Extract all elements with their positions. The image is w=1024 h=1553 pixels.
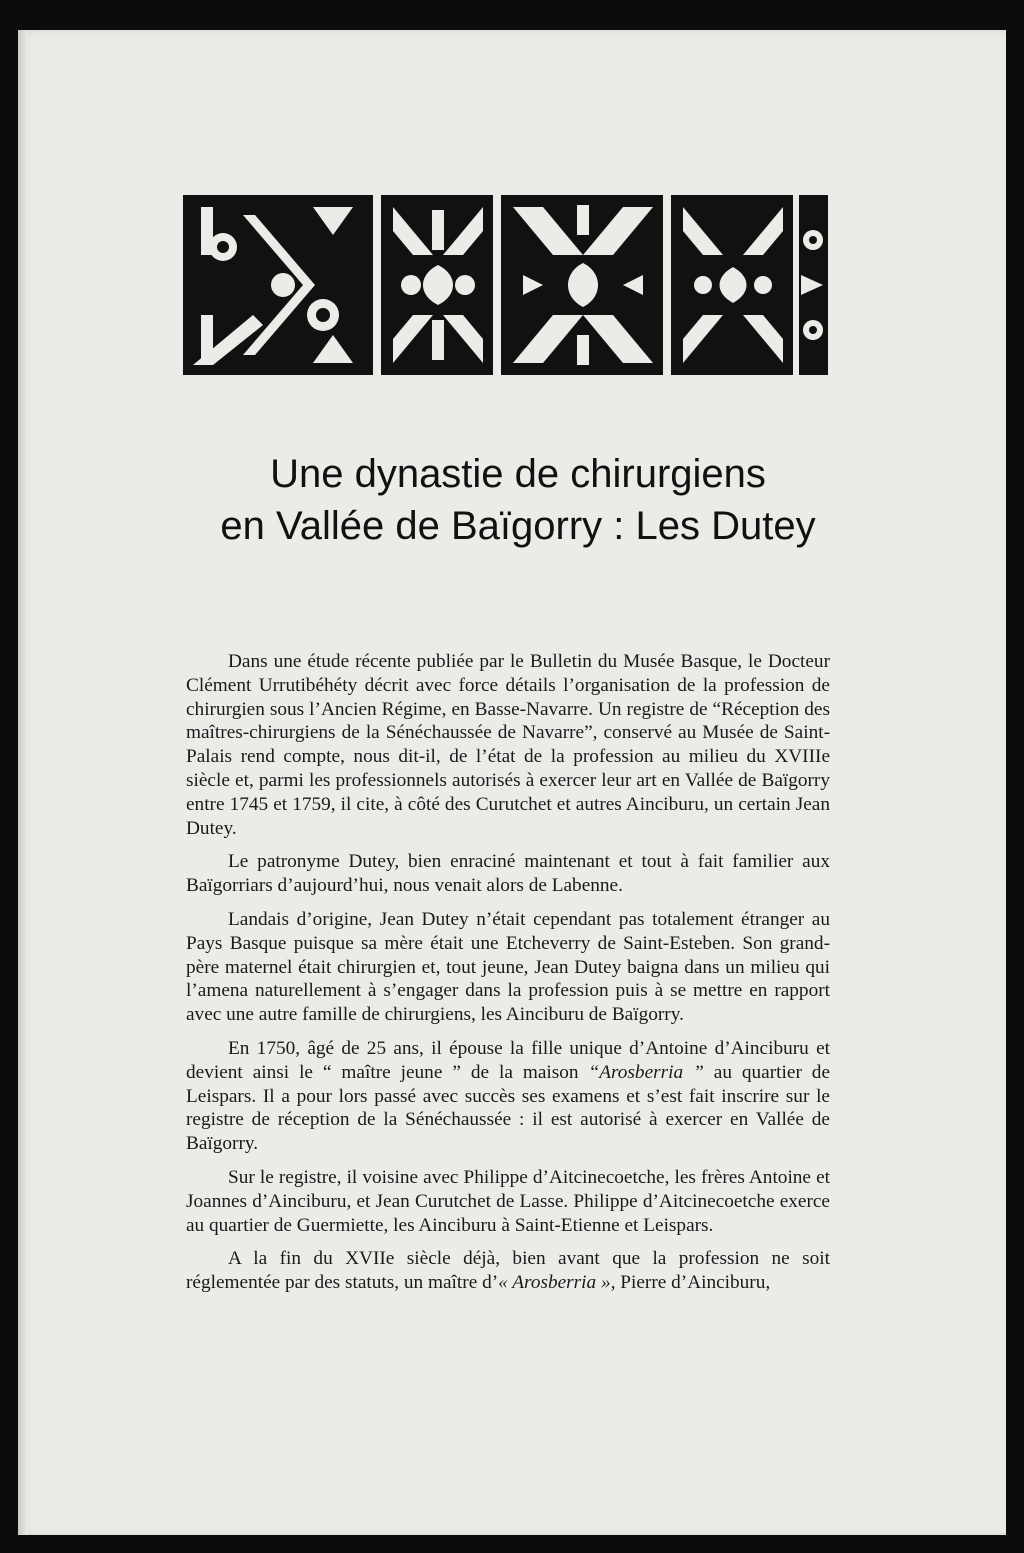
title-line-1: Une dynastie de chirurgiens (270, 452, 766, 496)
paragraph-4-house-name: “Arosberria ” (588, 1061, 704, 1083)
paragraph-1: Dans une étude récente publiée par le Bulletin du Musée Basque, le Docteur Clément Urrutibéhéty décrit avec force détails l’organisation de la profession de chirurgien sous l’Ancien Régime, en Basse-Navarre. Un registre de “Réception des maîtres-chirurgiens de la Sénéchaussée de Navarre”, conservé au Musée de Saint-Palais rend compte, nous dit-il, de l’état de la profession au milieu du XVIIIe siècle et, parmi les professionnels autorisés à exercer leur art en Vallée de Baïgorry entre 1745 et 1759, il cite, à côté des Curutchet et autres Ainciburu, un certain Jean Dutey. (186, 651, 830, 839)
ornament-frieze (183, 195, 828, 375)
page-gutter-shadow (18, 30, 28, 1535)
paragraph-6-house-name: « Arosberria », (498, 1272, 616, 1294)
book-page (18, 30, 1006, 1535)
paragraph-6 (186, 1247, 830, 1295)
paragraph-4-text-a: En 1750, âgé de 25 ans, il épouse la fille unique d’Antoine d’Ainciburu et devient ainsi le “ maître jeune ” de la maison (186, 1037, 830, 1083)
paragraph-3: Landais d’origine, Jean Dutey n’était cependant pas totalement étranger au Pays Basque puisque sa mère était une Etcheverry de Saint-Esteben. Son grand-père maternel était chirurgien et, tout jeune, Jean Dutey baigna dans un milieu qui l’amena naturellement à s’engager dans la profession puis à se mettre en rapport avec une autre famille de chirurgiens, les Ainciburu de Baïgorry. (186, 908, 830, 1026)
paragraph-6-text-a: A la fin du XVIIe siècle déjà, bien avant que la profession ne soit réglementée par des statuts, un maître d’ (186, 1248, 830, 1294)
paragraph-2: Le patronyme Dutey, bien enraciné maintenant et tout à fait familier aux Baïgorriars d’aujourd’hui, nous venait alors de Labenne. (186, 851, 830, 897)
article-title (118, 448, 918, 552)
paragraph-4 (186, 1037, 830, 1156)
paragraph-6-text-b: Pierre d’Ainciburu, (615, 1272, 771, 1294)
paragraph-5: Sur le registre, il voisine avec Philippe d’Aitcinecoetche, les frères Antoine et Joannes d’Ainciburu, et Jean Curutchet de Lasse. Philippe d’Aitcinecoetche exerce au quartier de Guermiette, les Ainciburu à Saint-Etienne et Leispars. (186, 1166, 830, 1236)
article-body (186, 650, 830, 1305)
title-line-2: en Vallée de Baïgorry : Les Dutey (220, 504, 816, 548)
paragraph-4-text-b: au quartier de Leispars. Il a pour lors passé avec succès ses examens et s’est fait inscrire sur le registre de réception de la Sénéchaussée : il est autorisé à exercer en Vallée de Baïgorry. (186, 1061, 831, 1155)
